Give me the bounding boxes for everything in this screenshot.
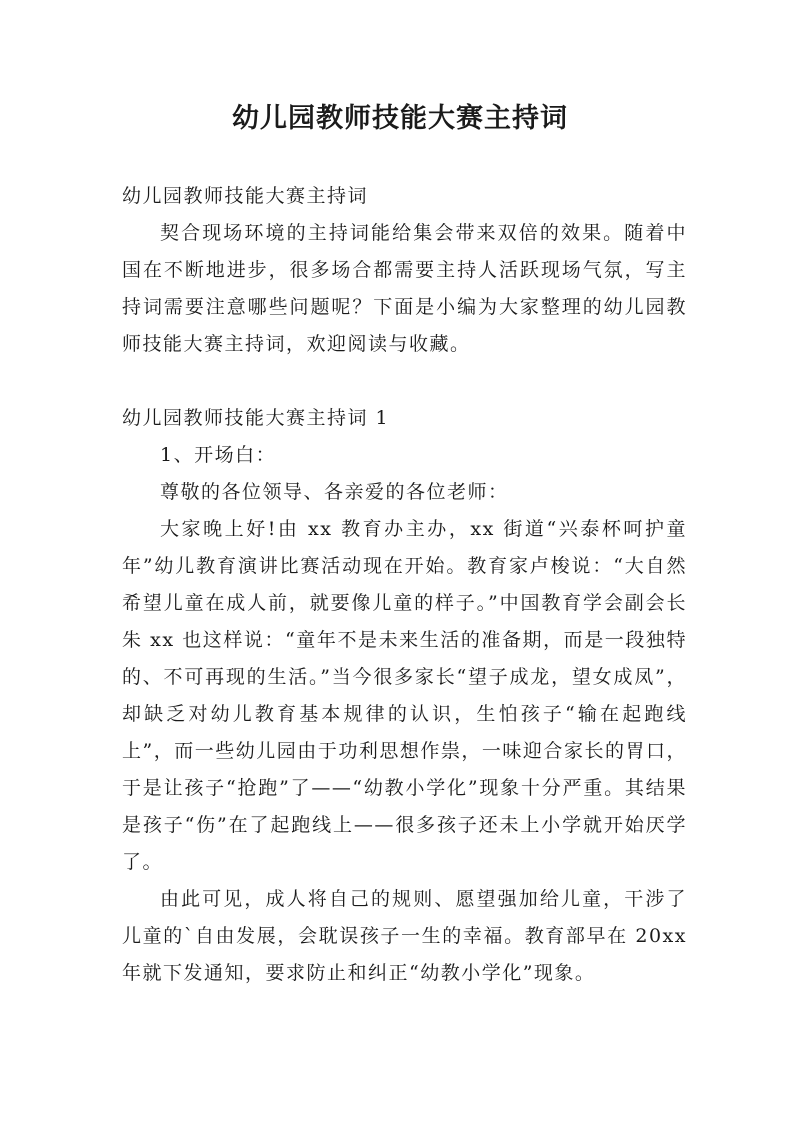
paragraph-spacer: [122, 363, 687, 400]
intro-paragraph: 契合现场环境的主持词能给集会带来双倍的效果。随着中国在不断地进步，很多场合都需要主持人活跃现场气氛，写主持词需要注意哪些问题呢？下面是小编为大家整理的幼儿园教师技能大赛主持词，欢迎阅读与收藏。: [122, 222, 687, 355]
body-paragraph-2: 由此可见，成人将自己的规则、愿望强加给儿童，干涉了儿童的`自由发展，会耽误孩子一生的幸福。教育部早在 20xx 年就下发通知，要求防止和纠正“幼教小学化”现象。: [122, 888, 687, 984]
list-item-opening: 1、开场白：: [160, 444, 277, 466]
greeting-line: 尊敬的各位领导、各亲爱的各位老师：: [160, 481, 509, 503]
document-subtitle: 幼儿园教师技能大赛主持词: [122, 185, 369, 207]
document-body: [122, 178, 687, 992]
document-title: 幼儿园教师技能大赛主持词: [232, 103, 568, 134]
body-paragraph-1: 大家晚上好!由 xx 教育办主办，xx 街道“兴泰杯呵护童年”幼儿教育演讲比赛活动现在开始。教育家卢梭说：“大自然希望儿童在成人前，就要像儿童的样子。”中国教育学会副会长朱 xx 也这样说：“童年不是未来生活的准备期，而是一段独特的、不可再现的生活。”当今很多家长“望子成龙，望女成凤”，却缺乏对幼儿教育基本规律的认识，生怕孩子“输在起跑线上”，而一些幼儿园由于功利思想作祟，一味迎合家长的胃口，于是让孩子“抢跑”了——“幼教小学化”现象十分严重。其结果是孩子“伤”在了起跑线上——很多孩子还未上小学就开始厌学了。: [122, 518, 687, 873]
section-heading: 幼儿园教师技能大赛主持词 1: [122, 407, 390, 429]
